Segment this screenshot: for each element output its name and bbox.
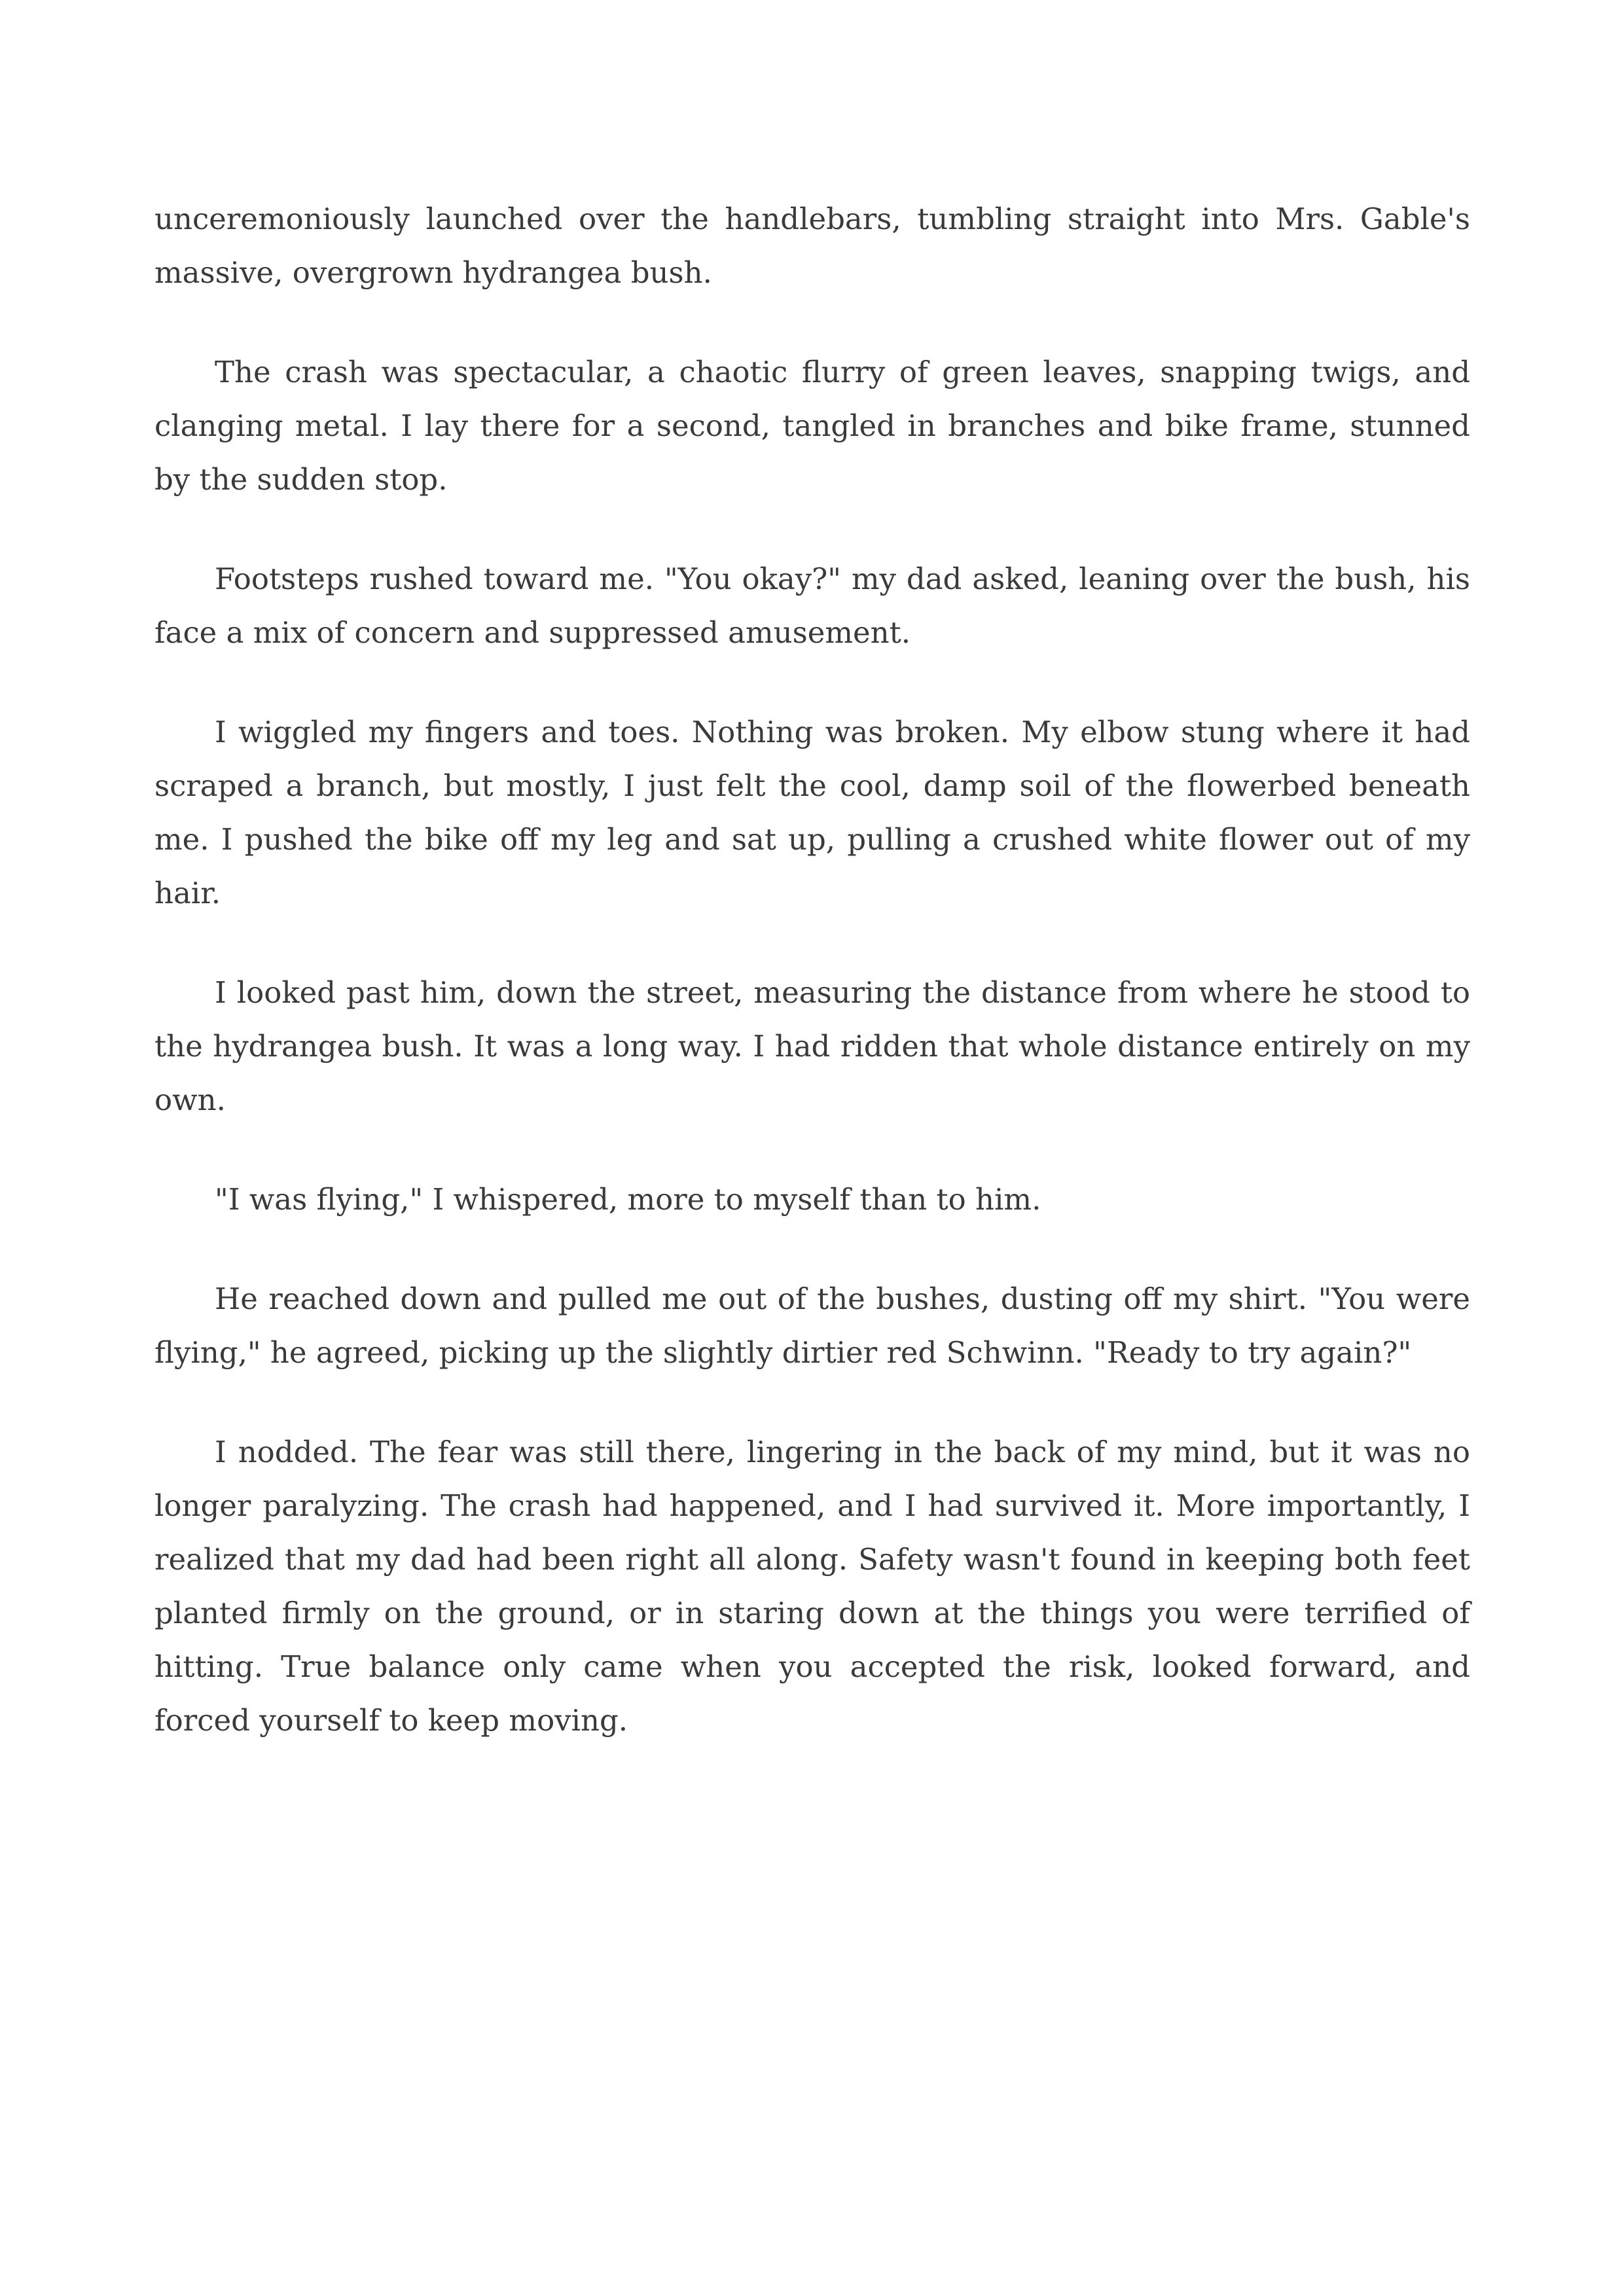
paragraph: He reached down and pulled me out of the bushes, dusting off my shirt. "You were flying," he agreed, picking up the slightly dirtier red Schwinn. "Ready to try again?"	[154, 1282, 1470, 1370]
paragraph: unceremoniously launched over the handlebars, tumbling straight into Mrs. Gable's massive, overgrown hydrangea bush.	[154, 202, 1470, 290]
paragraph: I nodded. The fear was still there, lingering in the back of my mind, but it was no longer paralyzing. The crash had happened, and I had survived it. More importantly, I realized that my dad had been right all along. Safety wasn't found in keeping both feet planted firmly on the ground, or in staring down at the things you were terrified of hitting. True balance only came when you accepted the risk, looked forward, and forced yourself to keep moving.	[154, 1435, 1470, 1738]
paragraph: I looked past him, down the street, measuring the distance from where he stood to the hydrangea bush. It was a long way. I had ridden that whole distance entirely on my own.	[154, 975, 1470, 1117]
paragraph: Footsteps rushed toward me. "You okay?" my dad asked, leaning over the bush, his face a mix of concern and suppressed amusement.	[154, 562, 1470, 650]
document-page	[154, 192, 1470, 1793]
paragraph: I wiggled my fingers and toes. Nothing was broken. My elbow stung where it had scraped a branch, but mostly, I just felt the cool, damp soil of the flowerbed beneath me. I pushed the bike off my leg and sat up, pulling a crushed white flower out of my hair.	[154, 715, 1470, 910]
paragraph: The crash was spectacular, a chaotic flurry of green leaves, snapping twigs, and clanging metal. I lay there for a second, tangled in branches and bike frame, stunned by the sudden stop.	[154, 355, 1470, 497]
paragraph: "I was flying," I whispered, more to myself than to him.	[215, 1182, 1041, 1217]
